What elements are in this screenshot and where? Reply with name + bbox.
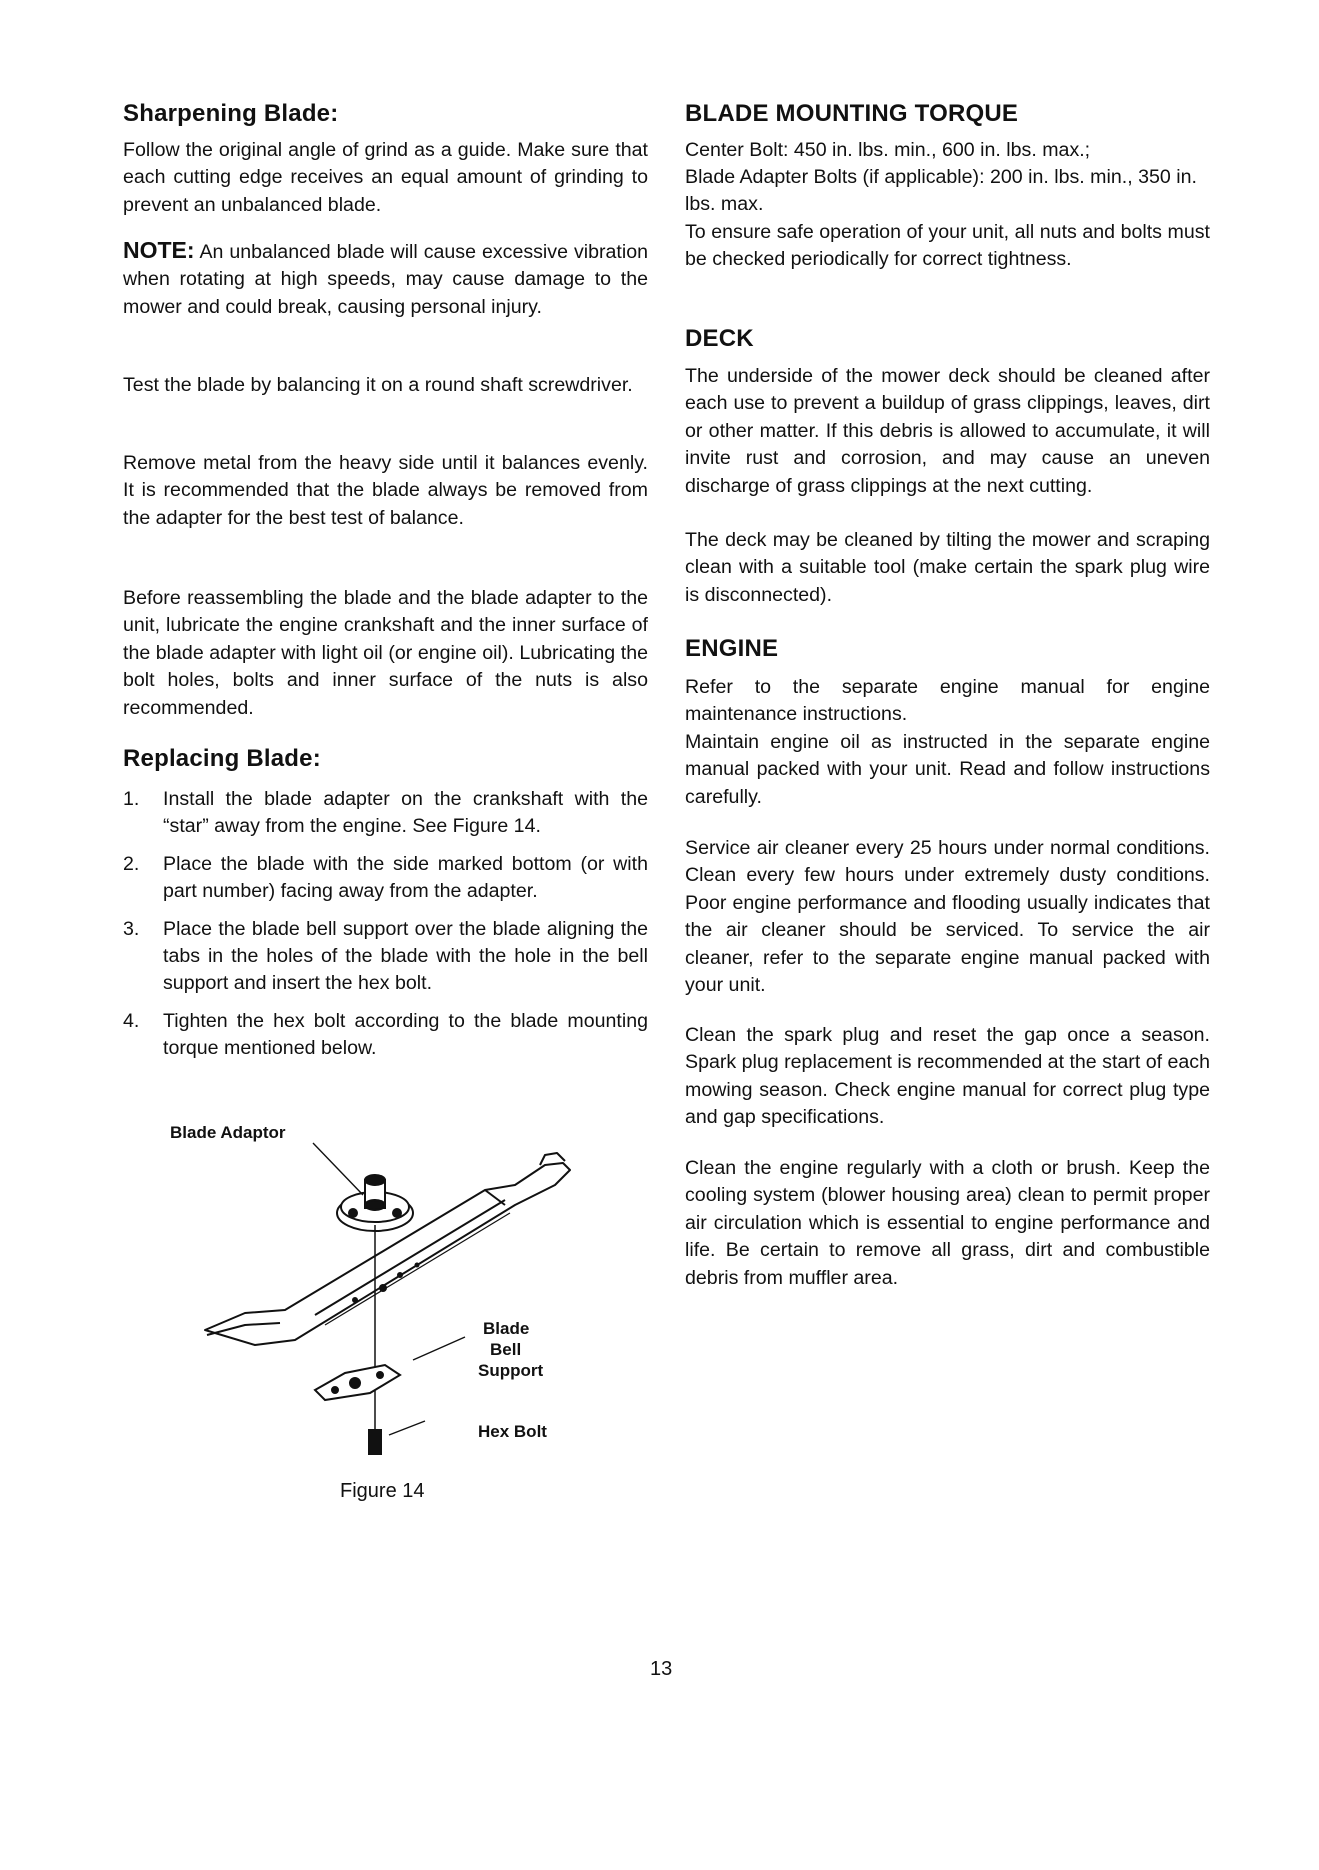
blade-label: Blade (483, 1319, 530, 1338)
support-label: Support (478, 1361, 544, 1380)
deck-heading: DECK (685, 325, 754, 352)
blade-adaptor-label: Blade Adaptor (170, 1123, 286, 1142)
bell-label: Bell (490, 1340, 522, 1359)
note-text: An unbalanced blade will cause excessive vibration when rotating at high speeds, may cause damage to the mower and could break, causing personal injury. (123, 241, 648, 318)
page-number: 13 (650, 1658, 673, 1680)
sharpening-blade-heading: Sharpening Blade: (123, 100, 339, 127)
step-number: 4. (123, 1009, 140, 1032)
figure-14 (170, 1123, 605, 1455)
engine-paragraph-1: Refer to the separate engine manual for engine maintenance instructions. (685, 676, 1210, 726)
list-item (123, 1008, 648, 1063)
sharpening-paragraph-4: Before reassembling the blade and the blade adapter to the unit, lubricate the engine crankshaft and the inner surface of the blade adapter with light oil (or engine oil). Lubricating the bolt holes, bolts and inner surface of the nuts is also recommended. (123, 587, 648, 719)
step-number: 2. (123, 852, 140, 875)
torque-paragraph: To ensure safe operation of your unit, all nuts and bolts must be checked periodically for correct tightness. (685, 221, 1210, 271)
step-text: Tighten the hex bolt according to the blade mounting torque mentioned below. (163, 1009, 648, 1060)
engine-paragraph-4: Clean the spark plug and reset the gap once a season. Spark plug replacement is recommended at the start of each mowing season. Check engine manual for correct plug type and gap specifications. (685, 1024, 1210, 1129)
note-paragraph (123, 237, 648, 321)
step-text: Install the blade adapter on the crankshaft with the “star” away from the engine. See Figure 14. (163, 788, 648, 838)
sharpening-paragraph-2: Test the blade by balancing it on a round shaft screwdriver. (123, 374, 633, 396)
step-text: Place the blade with the side marked bottom (or with part number) facing away from the adapter. (163, 852, 648, 903)
list-item (123, 916, 648, 998)
engine-paragraph-5: Clean the engine regularly with a cloth or brush. Keep the cooling system (blower housing area) clean to permit proper air circulation which is essential to engine performance and life. Be certain to remove all grass, dirt and combustible debris from muffler area. (685, 1157, 1210, 1289)
step-number: 1. (123, 788, 140, 810)
sharpening-paragraph-3: Remove metal from the heavy side until it balances evenly. It is recommended that the blade always be removed from the adapter for the best test of balance. (123, 452, 648, 529)
engine-paragraph-2: Maintain engine oil as instructed in the separate engine manual packed with your unit. Read and follow instructions carefully. (685, 731, 1210, 808)
step-text: Place the blade bell support over the blade aligning the tabs in the holes of the blade with the hole in the bell support and insert the hex bolt. (163, 917, 648, 995)
sharpening-paragraph-1: Follow the original angle of grind as a guide. Make sure that each cutting edge receives an equal amount of grinding to prevent an unbalanced blade. (123, 139, 648, 216)
torque-center-bolt: Center Bolt: 450 in. lbs. min., 600 in. lbs. max.; (685, 139, 1091, 161)
deck-paragraph-1: The underside of the mower deck should be cleaned after each use to prevent a buildup of grass clippings, leaves, dirt or other matter. If this debris is allowed to accumulate, it will invite rust and corrosion, and may cause an uneven discharge of grass clippings at the next cutting. (685, 365, 1210, 497)
note-label: NOTE: (123, 237, 195, 263)
step-number: 3. (123, 917, 140, 940)
hex-bolt-label: Hex Bolt (478, 1422, 547, 1441)
replacing-blade-heading: Replacing Blade: (123, 745, 321, 772)
blade-assembly-illustration (185, 1125, 605, 1455)
torque-adapter-bolts: Blade Adapter Bolts (if applicable): 200 in. lbs. min., 350 in. lbs. max. (685, 166, 1197, 216)
list-item (123, 851, 648, 906)
engine-paragraph-3: Service air cleaner every 25 hours under normal conditions. Clean every few hours under extremely dusty conditions. Poor engine performance and flooding usually indicates that the air cleaner should be serviced. To service the air cleaner, refer to the separate engine manual packed with your unit. (685, 837, 1210, 997)
replacing-steps-list (123, 786, 648, 1073)
engine-heading: ENGINE (685, 635, 779, 662)
deck-paragraph-2: The deck may be cleaned by tilting the mower and scraping clean with a suitable tool (make certain the spark plug wire is disconnected). (685, 529, 1210, 606)
blade-mounting-torque-heading: BLADE MOUNTING TORQUE (685, 100, 1019, 127)
list-item (123, 786, 648, 841)
figure-caption: Figure 14 (340, 1480, 425, 1502)
